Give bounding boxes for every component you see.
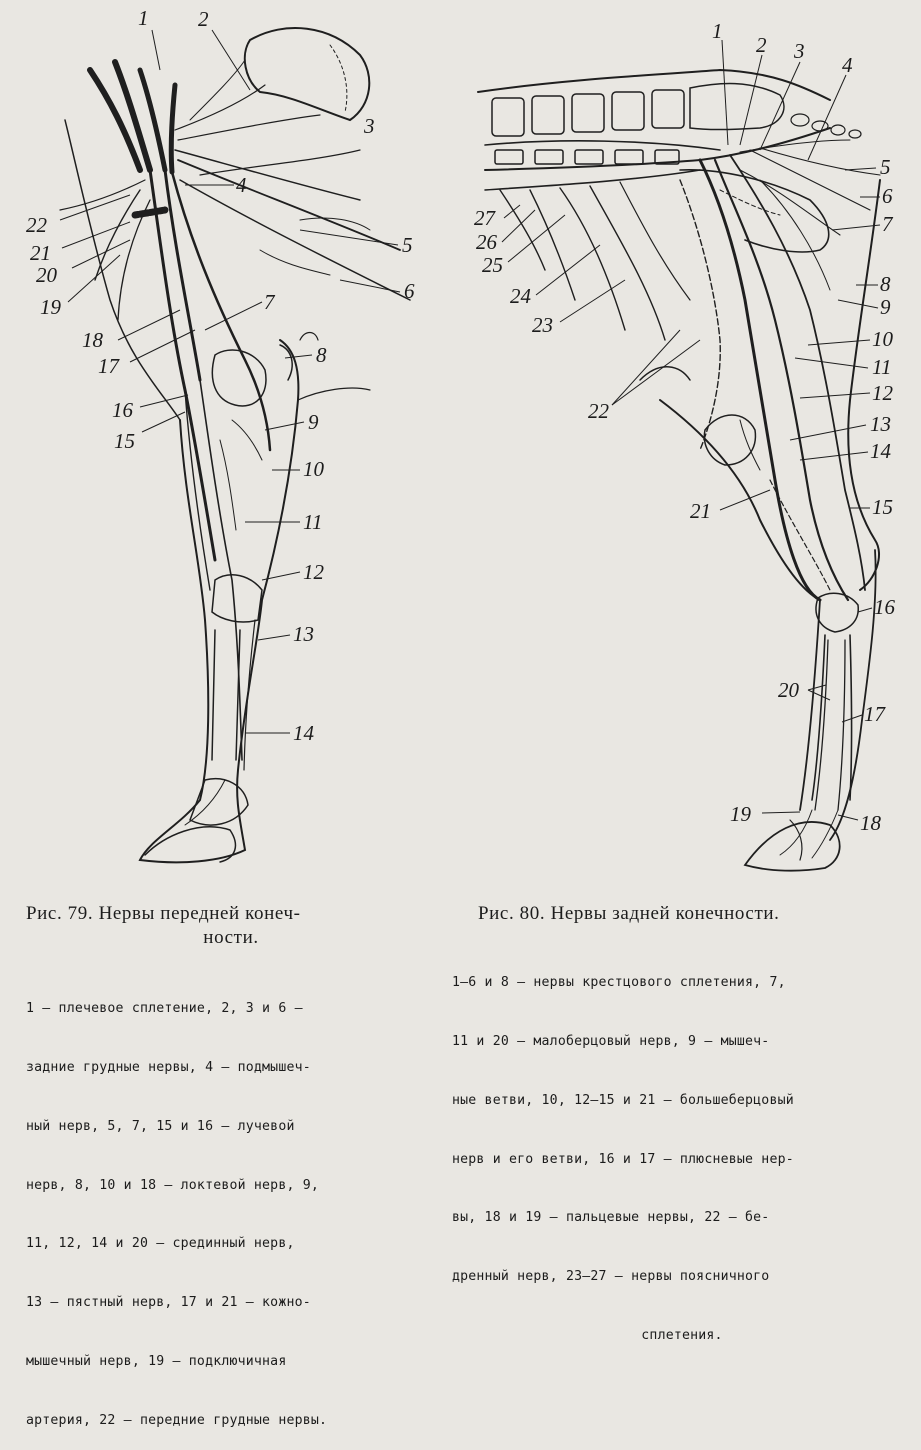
figure79-legend-line: задние грудные нервы, 4 — подмышеч- xyxy=(26,1059,311,1075)
label-f79-16: 16 xyxy=(112,398,133,422)
label-f80-18: 18 xyxy=(860,811,881,835)
label-f80-20: 20 xyxy=(778,678,799,702)
label-f79-11: 11 xyxy=(303,510,323,534)
label-f79-14: 14 xyxy=(293,721,314,745)
figure80-legend-line: сплетения. xyxy=(641,1327,723,1343)
forelimb-labels xyxy=(26,6,415,745)
figure80-legend xyxy=(452,934,912,1365)
label-f79-1: 1 xyxy=(138,6,149,30)
figure80-legend-line: вы, 18 и 19 — пальцевые нервы, 22 — бе- xyxy=(452,1210,770,1226)
label-f80-17: 17 xyxy=(864,702,885,726)
figure79-legend-line: нерв, 8, 10 и 18 — локтевой нерв, 9, xyxy=(26,1177,320,1193)
label-f80-6: 6 xyxy=(882,184,893,208)
figure79-legend-line: мышечный нерв, 19 — подключичная xyxy=(26,1353,287,1369)
label-f80-27: 27 xyxy=(474,206,495,230)
label-f80-21: 21 xyxy=(690,499,711,523)
label-f79-9: 9 xyxy=(308,410,319,434)
label-f79-10: 10 xyxy=(303,457,324,481)
label-f79-5: 5 xyxy=(402,233,413,257)
label-f79-4: 4 xyxy=(236,173,247,197)
label-f80-11: 11 xyxy=(872,355,892,379)
label-f80-7: 7 xyxy=(882,212,893,236)
label-f80-3: 3 xyxy=(794,39,805,63)
figure79-legend-line: 1 — плечевое сплетение, 2, 3 и 6 — xyxy=(26,1001,303,1017)
label-f80-23: 23 xyxy=(532,313,553,337)
label-f80-19: 19 xyxy=(730,802,751,826)
label-f79-6: 6 xyxy=(404,279,415,303)
label-f79-21: 21 xyxy=(30,241,51,265)
label-f79-12: 12 xyxy=(303,560,324,584)
label-f80-12: 12 xyxy=(872,381,893,405)
figure80-legend-line: 11 и 20 — малоберцовый нерв, 9 — мышеч- xyxy=(452,1033,770,1049)
label-f80-1: 1 xyxy=(712,19,723,43)
label-f80-8: 8 xyxy=(880,272,891,296)
label-f80-24: 24 xyxy=(510,284,531,308)
label-f79-3: 3 xyxy=(364,114,375,138)
label-f79-19: 19 xyxy=(40,295,61,319)
figure79-legend-line: 13 — пястный нерв, 17 и 21 — кожно- xyxy=(26,1295,311,1311)
figure79-legend-line: ный нерв, 5, 7, 15 и 16 — лучевой xyxy=(26,1118,295,1134)
figure79-caption-line1: Рис. 79. Нервы передней конеч- xyxy=(26,903,301,924)
figure79-legend-line: артерия, 22 — передние грудные нервы. xyxy=(26,1412,328,1428)
label-f80-4: 4 xyxy=(842,53,853,77)
label-f79-17: 17 xyxy=(98,354,119,378)
figure79-caption-line2: ности. xyxy=(203,927,259,948)
label-f79-22: 22 xyxy=(26,213,47,237)
figure80-legend-line: ные ветви, 10, 12—15 и 21 — большеберцовый xyxy=(452,1092,794,1108)
label-f79-18: 18 xyxy=(82,328,103,352)
label-f80-10: 10 xyxy=(872,327,893,351)
label-f80-9: 9 xyxy=(880,295,891,319)
figure80-caption: Рис. 80. Нервы задней конечности. xyxy=(478,903,780,924)
figure80-legend-line: 1—6 и 8 — нервы крестцового сплетения, 7, xyxy=(452,975,786,991)
label-f79-15: 15 xyxy=(114,429,135,453)
label-f79-13: 13 xyxy=(293,622,314,646)
label-f80-26: 26 xyxy=(476,230,497,254)
label-f79-7: 7 xyxy=(264,290,275,314)
label-f80-16: 16 xyxy=(874,595,895,619)
label-f80-25: 25 xyxy=(482,253,503,277)
label-f80-13: 13 xyxy=(870,412,891,436)
figure79-caption xyxy=(26,902,436,950)
label-f80-5: 5 xyxy=(880,155,891,179)
label-f79-2: 2 xyxy=(198,7,209,31)
label-f80-22: 22 xyxy=(588,399,609,423)
figure80-legend-line: нерв и его ветви, 16 и 17 — плюсневые нер- xyxy=(452,1151,794,1167)
figure79-legend-line: 11, 12, 14 и 20 — срединный нерв, xyxy=(26,1236,295,1252)
hindlimb-drawing xyxy=(478,70,880,871)
label-f79-8: 8 xyxy=(316,343,327,367)
label-f79-20: 20 xyxy=(36,263,57,287)
figure80-legend-line: дренный нерв, 23—27 — нервы поясничного xyxy=(452,1269,770,1285)
figure79-legend xyxy=(26,960,327,1450)
label-f80-15: 15 xyxy=(872,495,893,519)
label-f80-2: 2 xyxy=(756,33,767,57)
forelimb-drawing xyxy=(60,28,410,862)
label-f80-14: 14 xyxy=(870,439,891,463)
